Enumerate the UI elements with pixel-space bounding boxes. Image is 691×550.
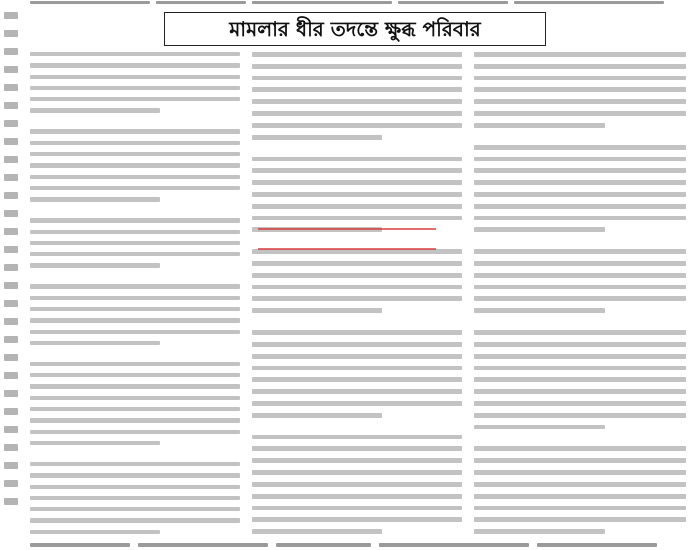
body-text-line [252,76,462,81]
body-text-line [474,157,686,162]
clipped-glyph [4,336,18,343]
body-text-line [30,430,240,434]
body-text-line [474,64,686,69]
clipped-glyph [4,102,18,109]
body-text-line [474,204,686,209]
clipped-glyph [4,318,18,325]
body-text-line [30,197,160,201]
body-text-line [30,307,240,311]
body-text-line [474,342,686,347]
body-text-line [474,273,686,278]
body-text-line [474,308,605,313]
body-text-line [474,458,686,463]
paragraph-gap [252,147,462,150]
body-text-line [252,216,462,221]
body-text-line [474,180,686,185]
body-text-line [30,396,240,400]
body-text-line [474,192,686,197]
article-column-1 [30,52,240,534]
body-text-line [30,373,240,377]
body-text-line [252,529,382,534]
clipped-glyph [4,246,18,253]
body-text-line [30,473,240,477]
body-text-line [252,273,462,278]
body-text-line [474,111,686,116]
headline: মামলার ধীর তদন্তে ক্ষুব্ধ পরিবার [229,17,481,41]
body-text-line [30,129,240,133]
body-text-line [474,330,686,335]
body-text-line [252,506,462,511]
body-text-line [252,180,462,185]
paragraph-gap [252,320,462,323]
clipped-glyph [4,444,18,451]
body-text-line [252,87,462,92]
body-text-line [30,218,240,222]
body-text-line [252,377,462,382]
body-text-line [30,507,240,511]
body-text-line [474,249,686,254]
body-text-line [474,52,686,57]
clipped-glyph [4,228,18,235]
body-text-line [252,389,462,394]
body-text-line [30,462,240,466]
clipped-text-below [30,543,691,548]
body-text-line [474,99,686,104]
body-text-line [474,123,605,128]
article-column-2 [252,52,462,534]
clipped-glyph [4,48,18,55]
paragraph-gap [474,239,686,242]
body-text-line [474,470,686,475]
article-column-3 [474,52,686,534]
body-text-line [30,318,240,322]
body-text-line [252,99,462,104]
clipped-glyph [4,156,18,163]
clipped-glyph [4,12,18,19]
body-text-line [474,354,686,359]
clipped-glyph [4,498,18,505]
body-text-line [252,482,462,487]
body-text-line [30,52,240,56]
body-text-line [252,470,462,475]
body-text-line [474,76,686,81]
body-text-line [474,389,686,394]
body-text-line [474,366,686,371]
clipped-glyph [4,84,18,91]
clipped-glyph [4,192,18,199]
clipped-glyph [4,480,18,487]
clipped-glyph [4,138,18,145]
body-text-line [474,227,605,232]
body-text-line [474,145,686,150]
body-text-line [474,296,686,301]
body-text-line [30,362,240,366]
body-text-line [474,377,686,382]
body-text-line [30,284,240,288]
body-text-line [30,241,240,245]
clipped-glyph [4,264,18,271]
body-text-line [30,141,240,145]
clipped-column-left [0,0,24,550]
body-text-line [474,517,686,522]
body-text-line [30,263,160,267]
body-text-line [30,86,240,90]
body-text-line [30,75,240,79]
body-text-line [474,506,686,511]
body-text-line [30,518,240,522]
paragraph-gap [30,209,240,212]
body-text-line [252,64,462,69]
body-text-line [30,330,240,334]
body-text-line [252,517,462,522]
clipped-glyph [4,174,18,181]
clipped-glyph [4,372,18,379]
body-text-line [474,285,686,290]
body-text-line [474,482,686,487]
body-text-line [252,123,462,128]
body-text-line [30,108,160,112]
body-text-line [30,296,240,300]
body-text-line [474,413,686,418]
clipped-text-above [30,0,691,4]
red-overprint-stamp [258,228,436,250]
body-text-line [252,308,382,313]
body-text-line [30,163,240,167]
clipped-glyph [4,408,18,415]
clipped-glyph [4,30,18,37]
clipped-glyph [4,354,18,361]
body-text-line [30,341,160,345]
body-text-line [252,354,462,359]
body-text-line [252,285,462,290]
body-text-line [252,458,462,463]
body-text-line [30,441,160,445]
body-text-line [30,152,240,156]
body-text-line [474,494,686,499]
body-text-line [252,366,462,371]
paragraph-gap [30,352,240,355]
body-text-line [252,192,462,197]
paragraph-gap [30,452,240,455]
body-text-line [252,168,462,173]
clipped-glyph [4,390,18,397]
body-text-line [474,261,686,266]
body-text-line [30,63,240,67]
paragraph-gap [252,425,462,428]
clipped-glyph [4,426,18,433]
body-text-line [252,52,462,57]
body-text-line [474,216,686,221]
body-text-line [30,530,160,534]
paragraph-gap [30,120,240,123]
body-text-line [30,496,240,500]
body-text-line [30,97,240,101]
clipped-glyph [4,66,18,73]
body-text-line [474,401,686,406]
body-text-line [252,413,382,418]
body-text-line [252,446,462,451]
body-text-line [30,175,240,179]
paragraph-gap [474,135,686,138]
body-text-line [252,494,462,499]
body-text-line [252,401,462,406]
clipped-glyph [4,120,18,127]
body-text-line [474,446,686,451]
body-text-line [252,435,462,440]
body-text-line [30,407,240,411]
body-text-line [30,418,240,422]
body-text-line [474,529,605,534]
body-text-line [474,168,686,173]
paragraph-gap [30,275,240,278]
body-text-line [474,87,686,92]
body-text-line [30,384,240,388]
body-text-line [252,157,462,162]
clipped-glyph [4,462,18,469]
paragraph-gap [474,320,686,323]
body-text-line [252,111,462,116]
body-text-line [252,342,462,347]
clipped-glyph [4,282,18,289]
body-text-line [252,135,382,140]
headline-box [164,12,546,46]
body-text-line [30,186,240,190]
body-text-line [252,330,462,335]
body-text-line [252,261,462,266]
body-text-line [474,425,605,430]
body-text-line [30,485,240,489]
body-text-line [252,204,462,209]
body-text-line [30,230,240,234]
clipped-glyph [4,300,18,307]
paragraph-gap [474,436,686,439]
body-text-line [252,296,462,301]
body-text-line [30,252,240,256]
clipped-glyph [4,210,18,217]
